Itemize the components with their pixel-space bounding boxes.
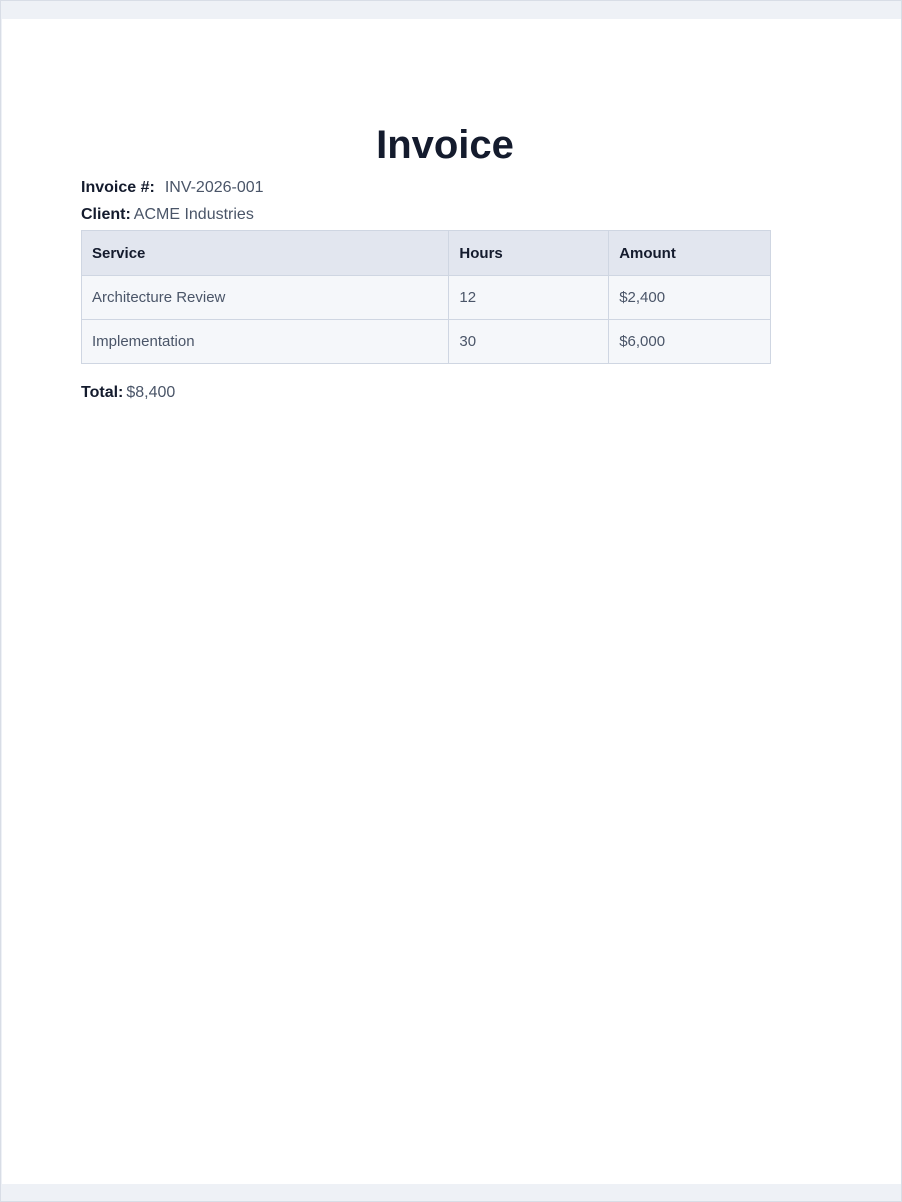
amount-cell: $2,400 — [609, 276, 771, 320]
table-header-row — [82, 231, 771, 276]
invoice-items-table — [81, 230, 771, 364]
total-label: Total: — [81, 384, 124, 401]
table-row — [82, 276, 771, 320]
column-header-amount: Amount — [609, 231, 771, 276]
service-cell: Architecture Review — [82, 276, 449, 320]
invoice-number-label: Invoice #: — [81, 179, 155, 196]
hours-cell: 30 — [449, 320, 609, 364]
client-label: Client: — [81, 206, 131, 223]
invoice-number-line — [81, 177, 264, 199]
column-header-service: Service — [82, 231, 449, 276]
hours-cell: 12 — [449, 276, 609, 320]
service-cell: Implementation — [82, 320, 449, 364]
document-page — [2, 19, 901, 1184]
amount-cell: $6,000 — [609, 320, 771, 364]
column-header-hours: Hours — [449, 231, 609, 276]
client-line — [81, 204, 254, 226]
total-value: $8,400 — [126, 384, 176, 401]
table-row — [82, 320, 771, 364]
page-title: Invoice — [376, 123, 514, 167]
invoice-number-value: INV-2026-001 — [164, 179, 264, 196]
total-line — [81, 382, 175, 404]
client-value: ACME Industries — [133, 206, 254, 223]
